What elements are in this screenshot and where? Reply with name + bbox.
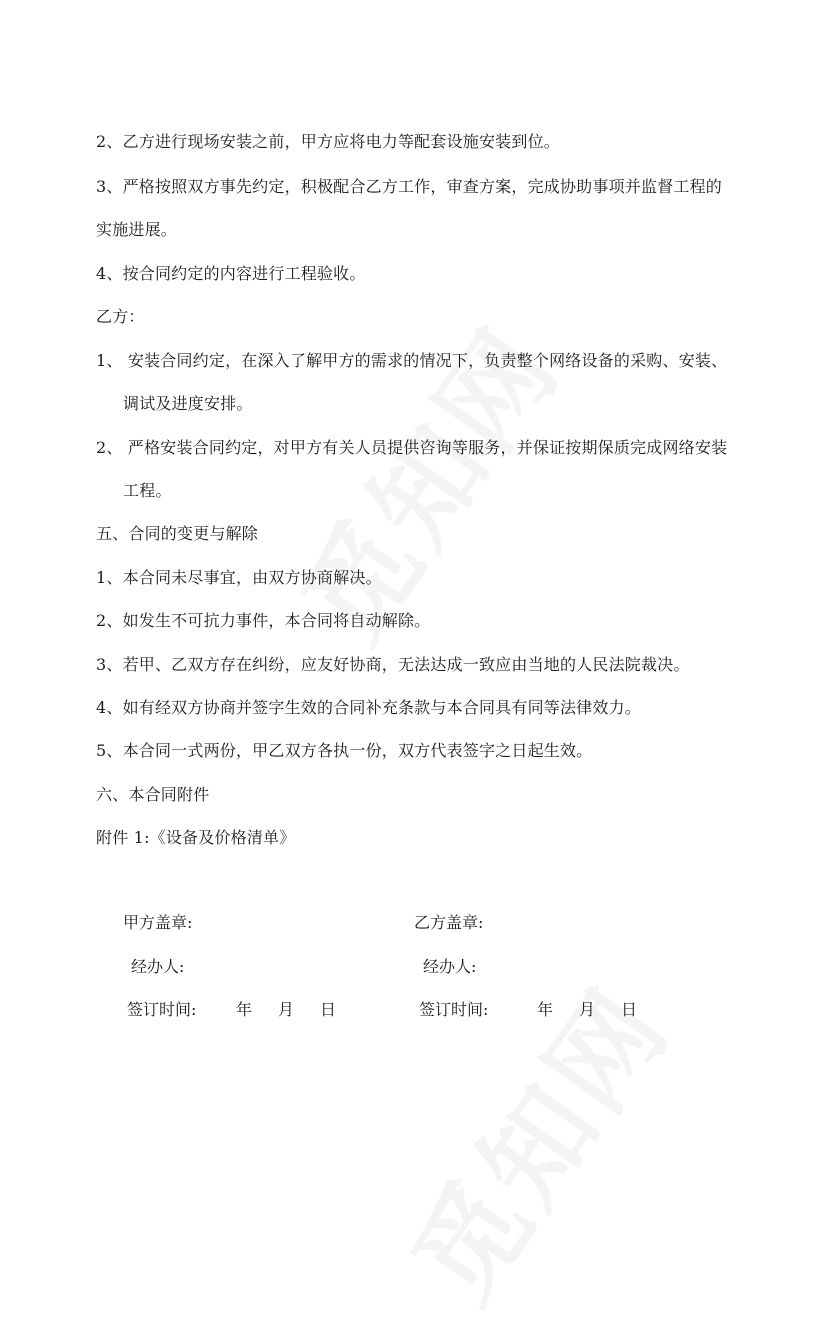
party-b-day: 日: [621, 1000, 638, 1019]
clause-5-4: 4、如有经双方协商并签字生效的合同补充条款与本合同具有同等法律效力。: [96, 698, 641, 717]
party-a-month: 月: [278, 1000, 295, 1019]
party-a-year: 年: [236, 1000, 253, 1019]
attachment-1: 附件 1:《设备及价格清单》: [96, 828, 296, 847]
party-a-date-label: 签订时间:: [127, 1000, 197, 1019]
party-b-date-label: 签订时间:: [419, 1000, 489, 1019]
clause-a3: 3、严格按照双方事先约定，积极配合乙方工作，审查方案，完成协助事项并监督工程的: [96, 177, 722, 196]
clause-a4: 4、按合同约定的内容进行工程验收。: [96, 264, 366, 283]
clause-a3-cont: 实施进展。: [96, 220, 178, 239]
clause-5-5: 5、本合同一式两份，甲乙双方各执一份，双方代表签字之日起生效。: [96, 741, 593, 760]
party-b-handler-label: 经办人:: [423, 957, 477, 976]
clause-5-1: 1、本合同未尽事宜，由双方协商解决。: [96, 568, 382, 587]
section-five-heading: 五、合同的变更与解除: [96, 524, 259, 543]
clause-b1: 1、 安装合同约定，在深入了解甲方的需求的情况下，负责整个网络设备的采购、安装、: [96, 351, 728, 370]
section-six-heading: 六、本合同附件: [96, 785, 210, 804]
party-b-month: 月: [579, 1000, 596, 1019]
clause-a2: 2、乙方进行现场安装之前，甲方应将电力等配套设施安装到位。: [96, 132, 560, 151]
party-b-seal-label: 乙方盖章:: [414, 913, 484, 932]
party-a-seal-label: 甲方盖章:: [123, 913, 193, 932]
party-a-day: 日: [320, 1000, 337, 1019]
clause-5-2: 2、如发生不可抗力事件，本合同将自动解除。: [96, 611, 431, 630]
party-b-heading: 乙方：: [96, 307, 145, 326]
party-a-handler-label: 经办人:: [131, 957, 185, 976]
clause-b1-cont: 调试及进度安排。: [123, 394, 253, 413]
clause-5-3: 3、若甲、乙双方存在纠纷，应友好协商，无法达成一致应由当地的人民法院裁决。: [96, 655, 690, 674]
clause-b2-cont: 工程。: [123, 481, 172, 500]
party-b-year: 年: [537, 1000, 554, 1019]
clause-b2: 2、 严格安装合同约定，对甲方有关人员提供咨询等服务，并保证按期保质完成网络安装: [96, 438, 728, 457]
